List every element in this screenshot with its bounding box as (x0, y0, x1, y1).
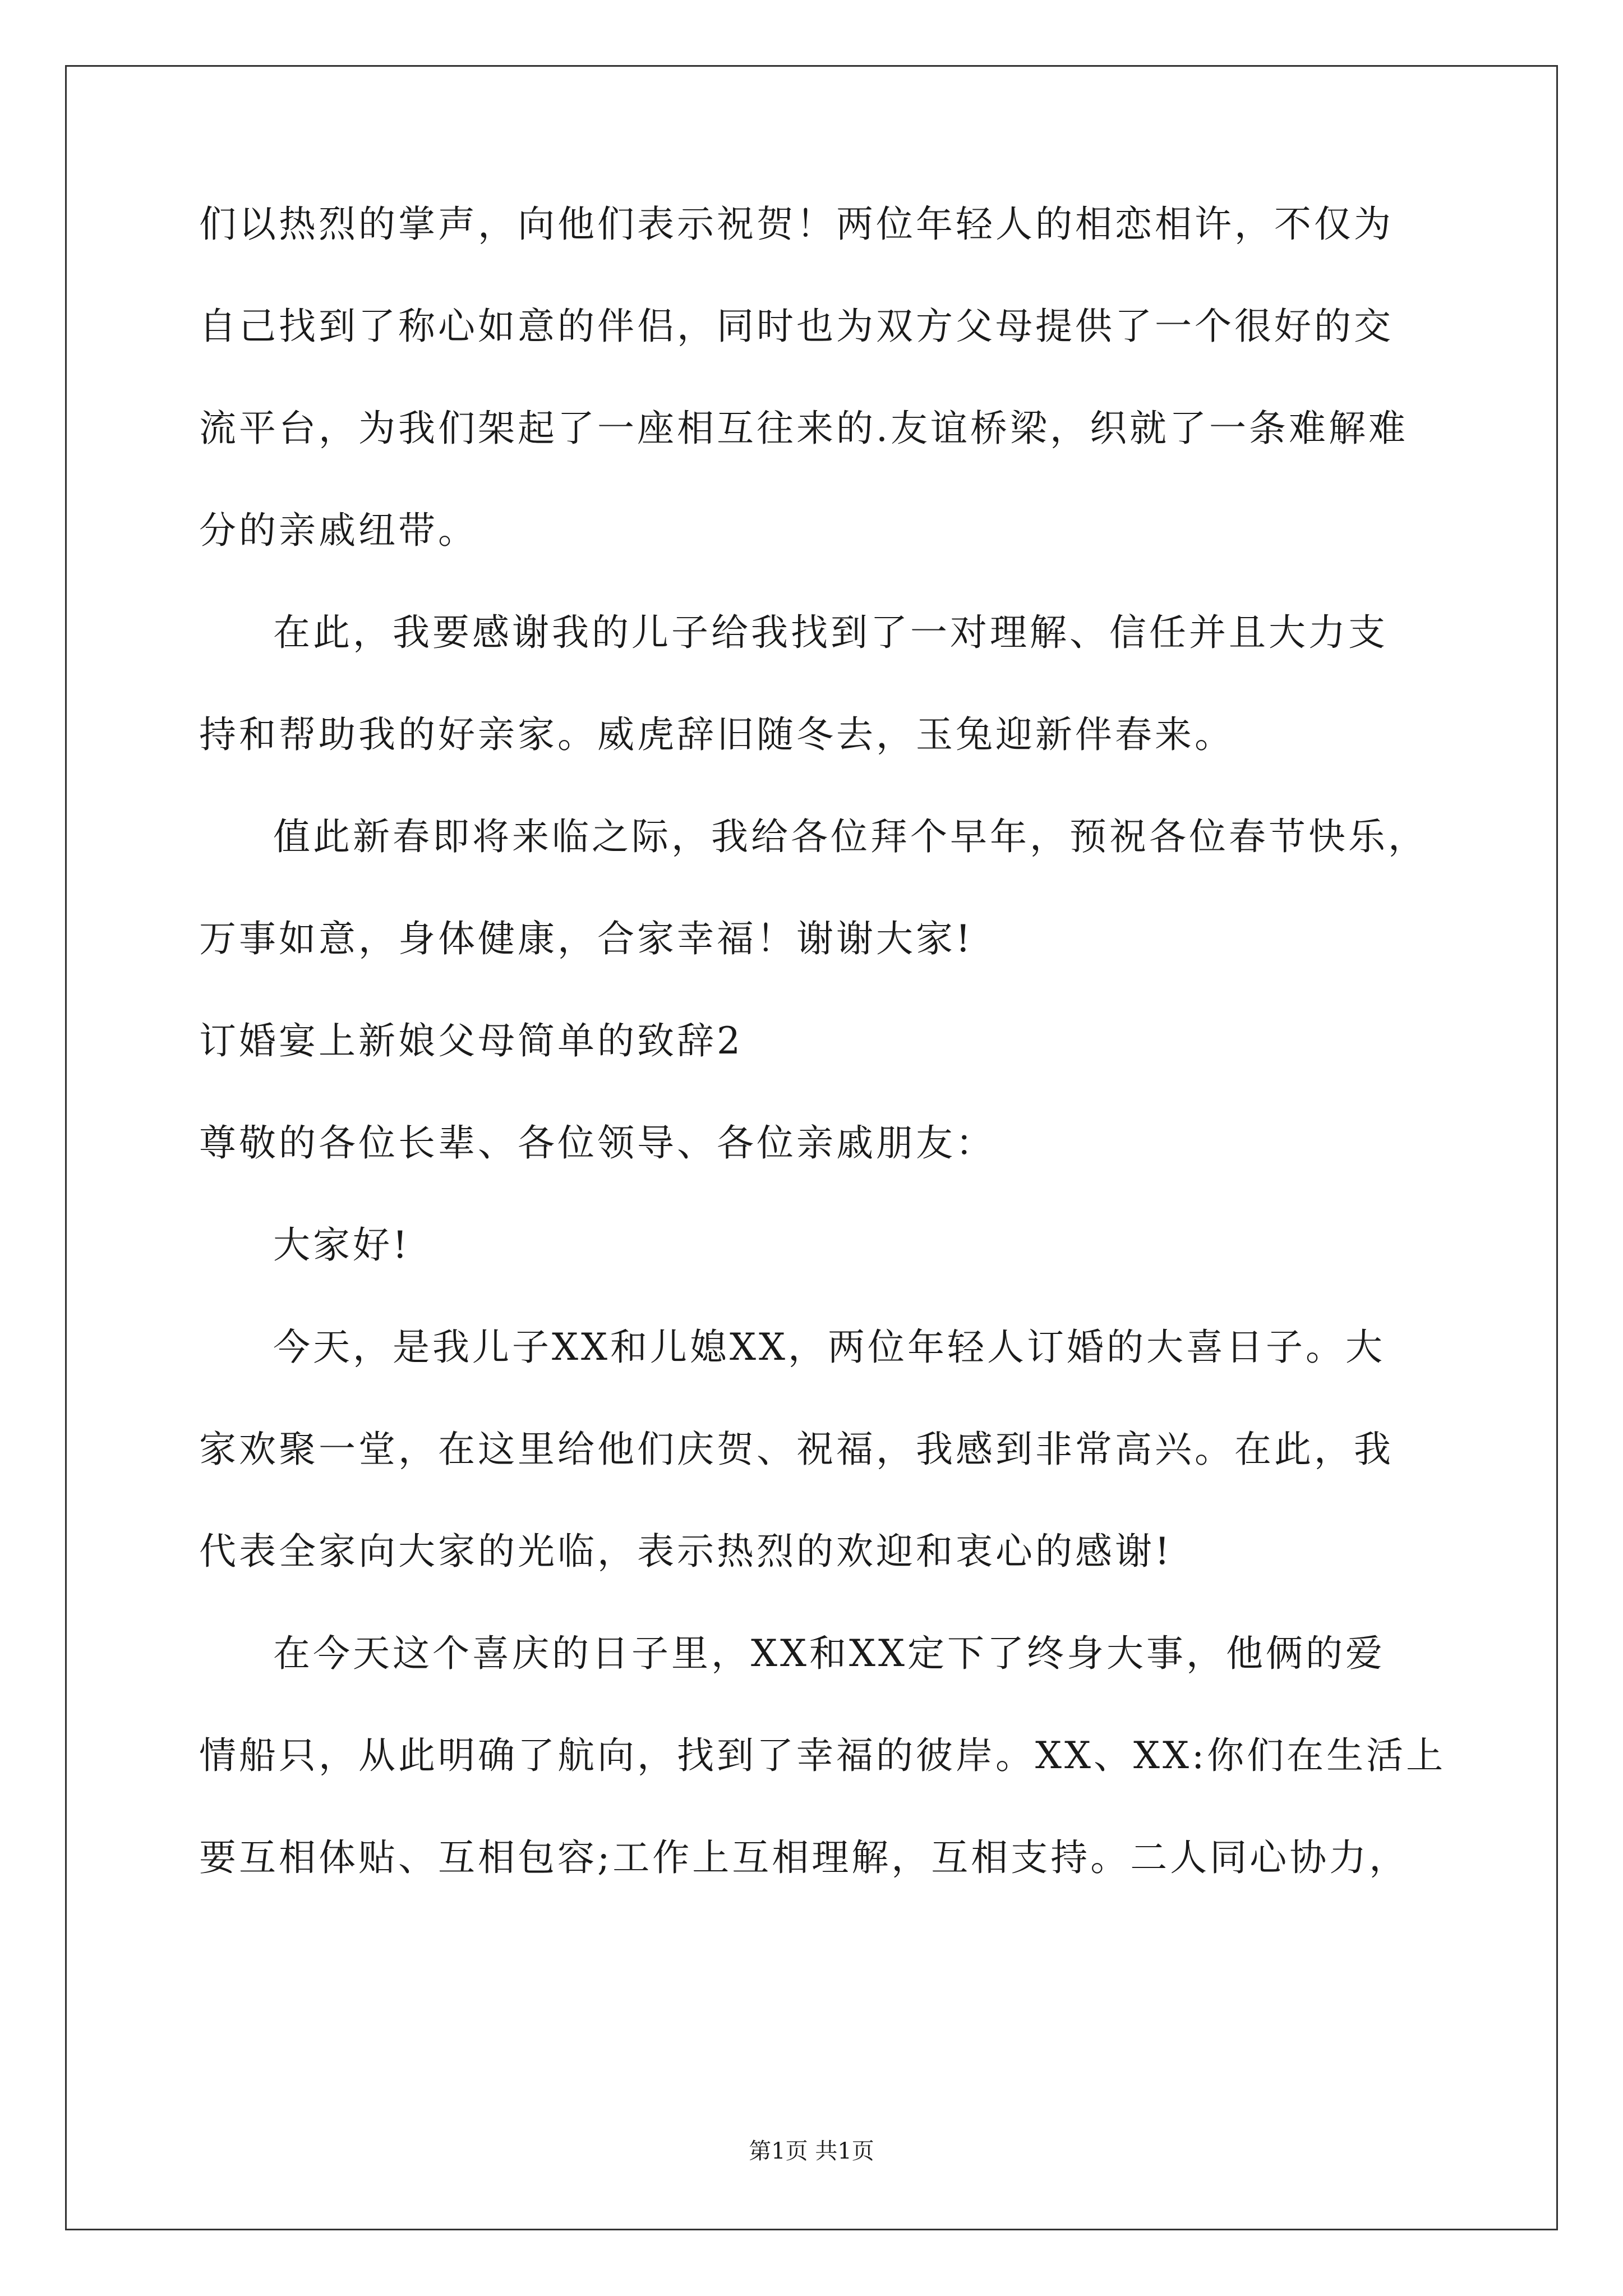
text-line: 代表全家向大家的光临，表示热烈的欢迎和衷心的感谢! (199, 1530, 1173, 1573)
text-line: 分的亲戚纽带。 (199, 509, 478, 552)
page-number: 第1页 共1页 (749, 2138, 874, 2164)
text-line: 们以热烈的掌声，向他们表示祝贺！两位年轻人的相恋相许，不仅为 (199, 203, 1394, 246)
greeting: 大家好! (273, 1223, 411, 1267)
text-line: 情船只，从此明确了航向，找到了幸福的彼岸。XX、XX:你们在生活上 (199, 1734, 1446, 1777)
text-line: 家欢聚一堂，在这里给他们庆贺、祝福，我感到非常高兴。在此，我 (199, 1428, 1394, 1471)
text-line: 自己找到了称心如意的伴侣，同时也为双方父母提供了一个很好的交 (199, 305, 1394, 348)
text-line: 在此，我要感谢我的儿子给我找到了一对理解、信任并且大力支 (273, 611, 1388, 654)
salutation: 尊敬的各位长辈、各位领导、各位亲戚朋友： (199, 1121, 995, 1165)
section-heading: 订婚宴上新娘父母简单的致辞2 (199, 1019, 743, 1062)
text-line: 流平台，为我们架起了一座相互往来的.友谊桥梁，织就了一条难解难 (199, 407, 1408, 450)
text-line: 在今天这个喜庆的日子里，XX和XX定下了终身大事，他俩的爱 (273, 1632, 1385, 1675)
text-line: 万事如意，身体健康，合家幸福！谢谢大家! (199, 917, 974, 960)
text-line: 持和帮助我的好亲家。威虎辞旧随冬去，玉兔迎新伴春来。 (199, 713, 1234, 756)
text-line: 值此新春即将来临之际，我给各位拜个早年，预祝各位春节快乐， (273, 815, 1428, 858)
text-line: 今天，是我儿子XX和儿媳XX，两位年轻人订婚的大喜日子。大 (273, 1326, 1385, 1369)
text-line: 要互相体贴、互相包容;工作上互相理解，互相支持。二人同心协力， (199, 1836, 1409, 1879)
